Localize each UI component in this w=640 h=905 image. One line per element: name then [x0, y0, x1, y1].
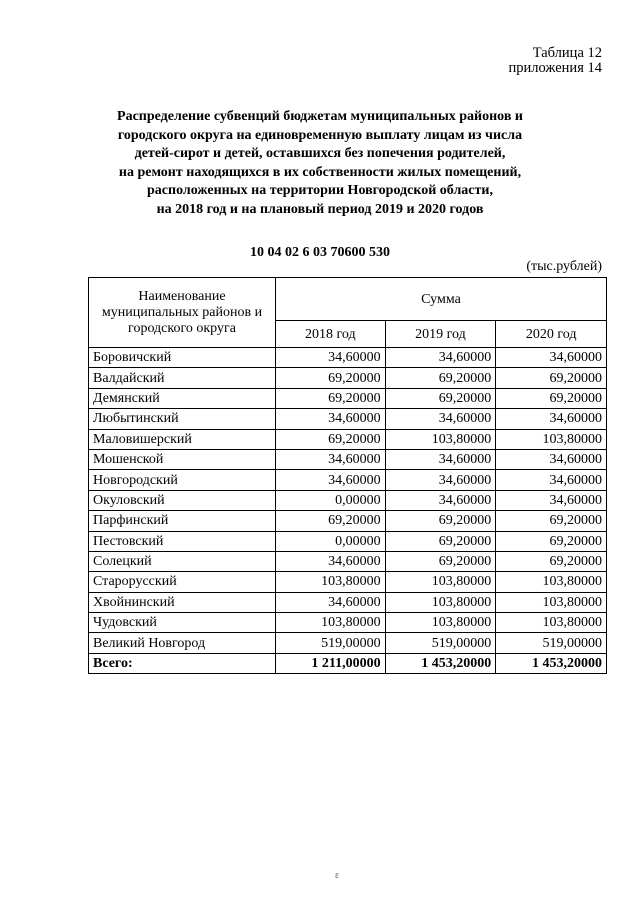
table-body	[89, 348, 607, 674]
total-2020: 1 453,20000	[496, 653, 607, 673]
district-name: Чудовский	[89, 613, 276, 633]
district-name: Маловишерский	[89, 429, 276, 449]
amount-2019: 69,20000	[385, 511, 496, 531]
table-row	[89, 470, 607, 490]
column-header-name: Наименование муниципальных районов и городского округа	[89, 278, 276, 348]
amount-2020: 103,80000	[496, 572, 607, 592]
subvention-table	[88, 277, 607, 674]
table-row	[89, 531, 607, 551]
table-row	[89, 429, 607, 449]
amount-2019: 103,80000	[385, 592, 496, 612]
amount-2019: 69,20000	[385, 368, 496, 388]
amount-2019: 519,00000	[385, 633, 496, 653]
amount-2020: 69,20000	[496, 368, 607, 388]
amount-2020: 103,80000	[496, 592, 607, 612]
title-line: на ремонт находящихся в их собственности жилых помещений,	[118, 164, 522, 180]
amount-2020: 34,60000	[496, 409, 607, 429]
table-row	[89, 572, 607, 592]
title-line: расположенных на территории Новгородской области,	[147, 183, 493, 198]
table-row	[89, 409, 607, 429]
district-name: Великий Новгород	[89, 633, 276, 653]
amount-2019: 103,80000	[385, 572, 496, 592]
amount-2018: 69,20000	[276, 368, 386, 388]
amount-2019: 34,60000	[385, 470, 496, 490]
district-name: Любытинский	[89, 409, 276, 429]
appendix-reference: приложения 14	[508, 60, 602, 76]
district-name: Демянский	[89, 388, 276, 408]
district-name: Валдайский	[89, 368, 276, 388]
table-row	[89, 592, 607, 612]
amount-2018: 0,00000	[276, 531, 386, 551]
table-row	[89, 511, 607, 531]
column-header-sum: Сумма	[276, 278, 607, 321]
table-row	[89, 613, 607, 633]
amount-2020: 34,60000	[496, 348, 607, 368]
total-2019: 1 453,20000	[385, 653, 496, 673]
column-header-2020: 2020 год	[496, 321, 607, 348]
table-row	[89, 388, 607, 408]
amount-2019: 34,60000	[385, 490, 496, 510]
title-line: на 2018 год и на плановый период 2019 и 2020 годов	[156, 201, 484, 217]
amount-2018: 0,00000	[276, 490, 386, 510]
district-name: Мошенской	[89, 449, 276, 469]
amount-2020: 34,60000	[496, 470, 607, 490]
amount-2020: 34,60000	[496, 449, 607, 469]
amount-2018: 34,60000	[276, 592, 386, 612]
total-row	[89, 653, 607, 673]
column-header-2019: 2019 год	[385, 321, 496, 348]
amount-2018: 103,80000	[276, 613, 386, 633]
district-name: Хвойнинский	[89, 592, 276, 612]
total-2018: 1 211,00000	[276, 653, 386, 673]
scan-mark: ε	[335, 870, 340, 881]
units-label: (тыс.рублей)	[526, 259, 602, 274]
amount-2018: 69,20000	[276, 388, 386, 408]
amount-2020: 34,60000	[496, 490, 607, 510]
district-name: Боровичский	[89, 348, 276, 368]
table-row	[89, 368, 607, 388]
table-row	[89, 449, 607, 469]
amount-2019: 69,20000	[385, 388, 496, 408]
amount-2018: 34,60000	[276, 348, 386, 368]
budget-classification-code: 10 04 02 6 03 70600 530	[250, 245, 390, 260]
title-line: Распределение субвенций бюджетам муниципальных районов и	[117, 109, 523, 124]
amount-2018: 34,60000	[276, 449, 386, 469]
amount-2019: 69,20000	[385, 531, 496, 551]
amount-2020: 103,80000	[496, 429, 607, 449]
district-name: Старорусский	[89, 572, 276, 592]
amount-2020: 69,20000	[496, 388, 607, 408]
district-name: Окуловский	[89, 490, 276, 510]
district-name: Парфинский	[89, 511, 276, 531]
amount-2018: 34,60000	[276, 470, 386, 490]
column-header-2018: 2018 год	[276, 321, 386, 348]
total-label: Всего:	[89, 653, 276, 673]
amount-2019: 69,20000	[385, 551, 496, 571]
amount-2018: 69,20000	[276, 511, 386, 531]
table-row	[89, 551, 607, 571]
amount-2018: 103,80000	[276, 572, 386, 592]
amount-2020: 69,20000	[496, 531, 607, 551]
title-line: городского округа на единовременную выплату лицам из числа	[117, 127, 523, 143]
amount-2018: 34,60000	[276, 551, 386, 571]
amount-2020: 519,00000	[496, 633, 607, 653]
amount-2019: 103,80000	[385, 613, 496, 633]
district-name: Пестовский	[89, 531, 276, 551]
amount-2019: 34,60000	[385, 348, 496, 368]
amount-2018: 34,60000	[276, 409, 386, 429]
amount-2019: 103,80000	[385, 429, 496, 449]
table-row	[89, 490, 607, 510]
document-title	[0, 108, 640, 219]
table-row	[89, 348, 607, 368]
page-header	[509, 46, 602, 76]
table-reference: Таблица 12	[532, 45, 602, 61]
amount-2019: 34,60000	[385, 449, 496, 469]
amount-2019: 34,60000	[385, 409, 496, 429]
amount-2018: 69,20000	[276, 429, 386, 449]
amount-2020: 103,80000	[496, 613, 607, 633]
district-name: Солецкий	[89, 551, 276, 571]
amount-2018: 519,00000	[276, 633, 386, 653]
amount-2020: 69,20000	[496, 551, 607, 571]
district-name: Новгородский	[89, 470, 276, 490]
title-line: детей-сирот и детей, оставшихся без попечения родителей,	[134, 146, 506, 161]
amount-2020: 69,20000	[496, 511, 607, 531]
table-row	[89, 633, 607, 653]
